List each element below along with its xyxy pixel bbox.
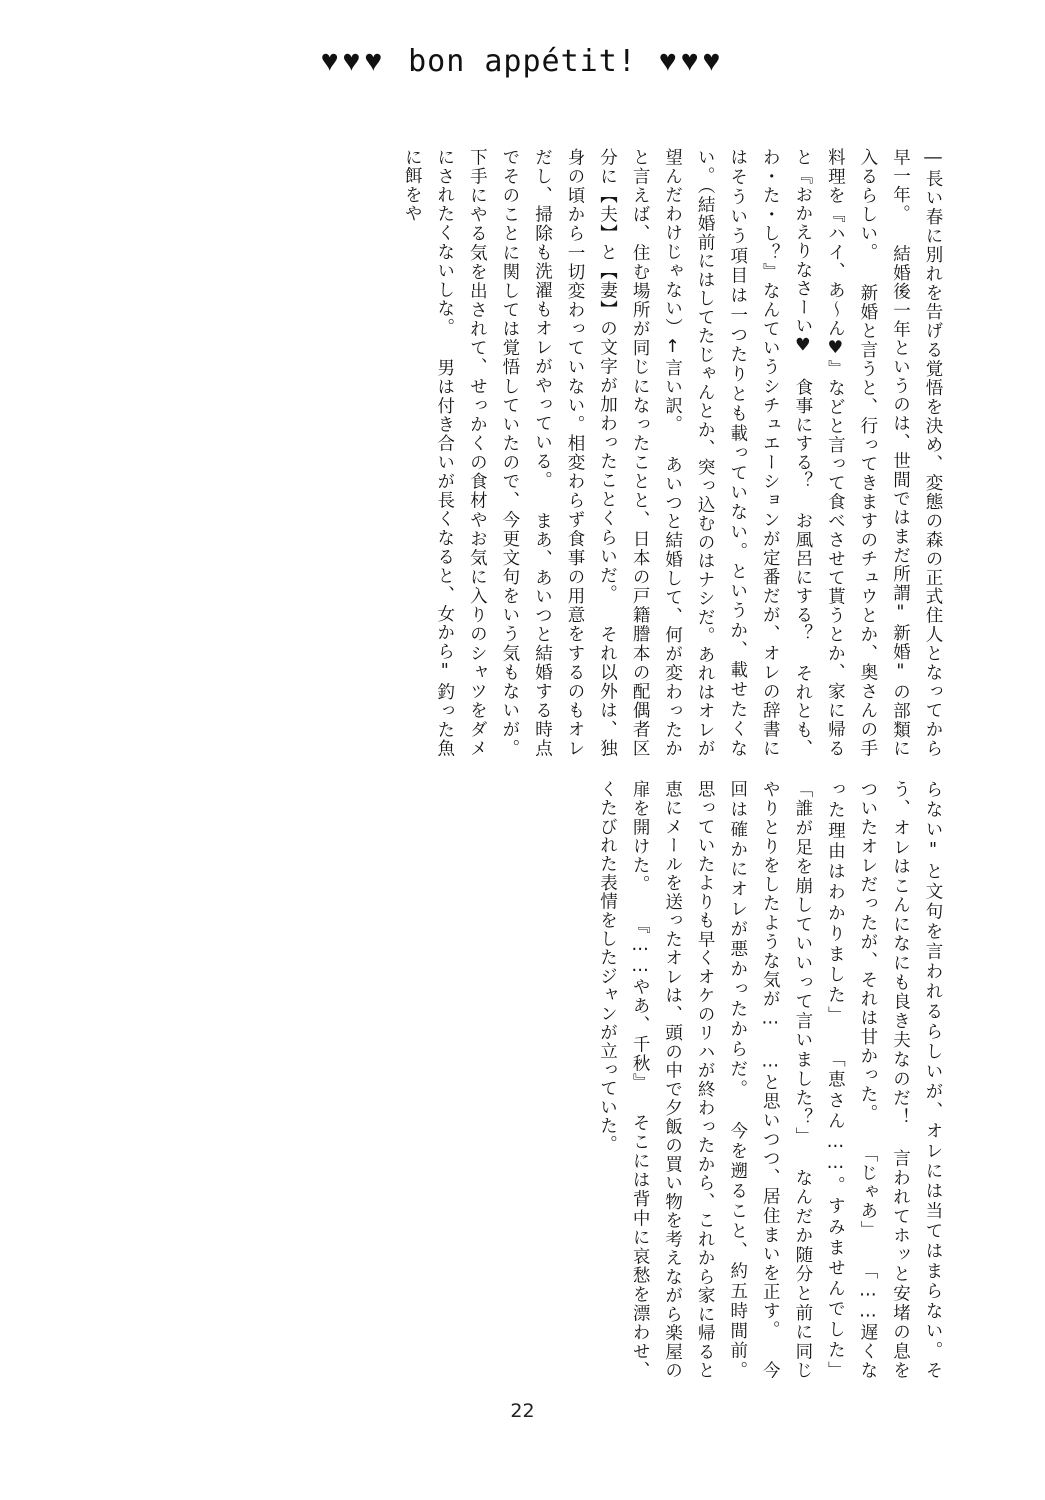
- page-title: [0, 44, 1045, 79]
- body-text-top: ―長い春に別れを告げる覚悟を決め、変態の森の正式住人となってから早一年。 結婚後一年というのは、世間ではまだ所謂"新婚"の部類に入るらしい。 新婚と言うと、行ってきますのチュウとか、奥さんの手料理を『ハイ、あ～ん♥』などと言って食べさせて貰うとか、家に帰ると『おかえりなさーい♥ 食事にする？ お風呂にする？ それとも、わ・た・し？』なんていうシチュエーションが定番だが、オレの辞書にはそういう項目は一つたりとも載っていない。というか、載せたくない。（結婚前にはしてたじゃんとか、突っ込むのはナシだ。あれはオレが望んだわけじゃない）↑言い訳。 あいつと結婚して、何が変わったかと言えば、住む場所が同じになったことと、日本の戸籍謄本の配偶者区分に【夫】と【妻】の文字が加わったことくらいだ。 それ以外は、独身の頃から一切変わっていない。相変わらず食事の用意をするのもオレだし、掃除も洗濯もオレがやっている。 まあ、あいつと結婚する時点でそのことに関しては覚悟していたので、今更文句をいう気もないが。 下手にやる気を出されて、せっかくの食材やお気に入りのシャツをダメにされたくないしな。 男は付き合いが長くなると、女から"釣った魚に餌をや: [402, 148, 943, 758]
- title-text: bon appétit!: [408, 44, 637, 79]
- body-text-bottom: らない"と文句を言われるらしいが、オレには当てはまらない。そう、オレはこんになにも良き夫なのだ！ 言われてホッと安堵の息をついたオレだったが、それは甘かった。 「じゃあ」 「……遅くなった理由はわかりました」 「恵さん……。すみませんでした」 「誰が足を崩していいって言いました？」 なんだか随分と前に同じやりとりをしたような気が… …と思いつつ、居住まいを正す。 今回は確かにオレが悪かったからだ。 今を遡ること、約五時間前。 思っていたよりも早くオケのリハが終わったから、これから家に帰ると恵にメールを送ったオレは、頭の中で夕飯の買い物を考えながら楽屋の扉を開けた。 『……やあ、千秋』 そこには背中に哀愁を漂わせ、くたびれた表情をしたジャンが立っていた。: [597, 780, 943, 1380]
- hearts-left-icon: ♥♥♥: [320, 44, 387, 78]
- hearts-right-icon: ♥♥♥: [658, 44, 725, 78]
- page-number: 22: [510, 1400, 535, 1422]
